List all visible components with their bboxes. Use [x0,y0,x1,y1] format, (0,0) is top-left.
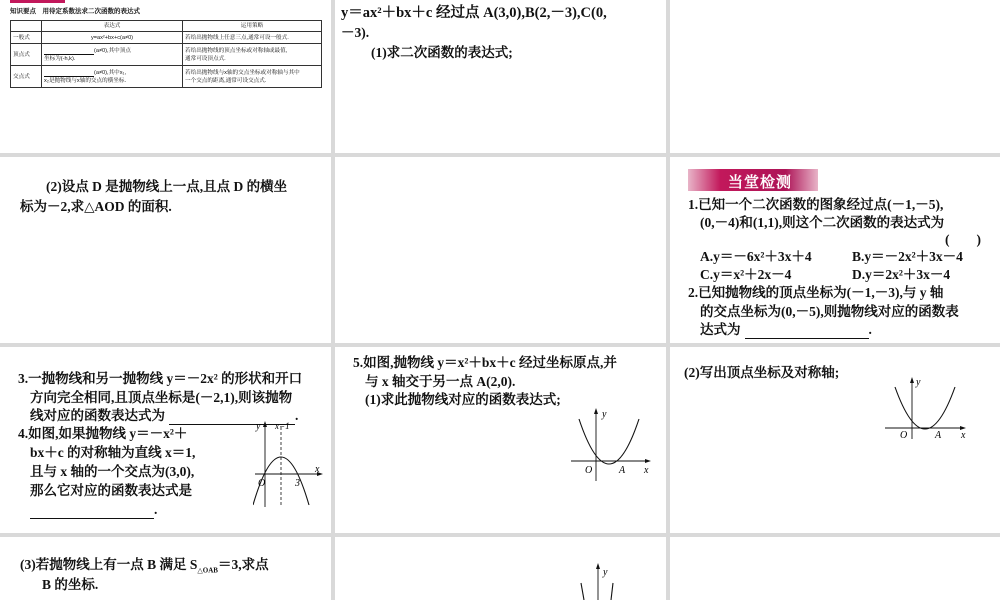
option-b[interactable]: B.y＝－2x²＋3x－4 [852,249,963,264]
question-4-line: 4.如图,如果抛物线 y＝－x²＋ [18,426,188,441]
panel-blank [335,157,666,343]
figure-upward-parabola [571,405,653,483]
question-5-line: 5.如图,抛物线 y＝x²＋bx＋c 经过坐标原点,并 [353,355,617,370]
symmetry-axis-label: x=1 [275,421,290,431]
question-1-line: (0,－4)和(1,1),则这个二次函数的表达式为 [700,215,945,230]
question-4-line: 那么它对应的函数表达式是 [30,483,192,498]
question-part-3-line: B 的坐标. [42,577,99,592]
origin-label: O [585,465,593,476]
answer-paren: ( ) [945,232,981,247]
answer-blank[interactable] [745,338,869,339]
question-3-line: 3.一抛物线和另一抛物线 y＝－2x² 的形状和开口 [18,371,303,386]
axis-x-label: x [961,430,966,441]
origin-label: O [258,478,266,489]
panel-question-part-2 [0,157,331,343]
option-c[interactable]: C.y＝x²＋2x－4 [700,267,792,282]
axis-x-label: x [315,464,320,475]
table-row-name: 顶点式 [11,44,42,66]
table-header-expr: 表达式 [42,21,183,32]
table-cell-expr: (a≠0),其中x₁, x₂是抛物线与x轴的交点的横坐标. [42,66,183,88]
question-4-answer: . [30,500,157,519]
table-row-name: 交点式 [11,66,42,88]
question-5-line: 与 x 轴交于另一点 A(2,0). [365,374,516,389]
axis-y-label: y [256,421,261,432]
panel-blank [670,0,1000,153]
axis-x-label: x [644,465,649,476]
table-cell-strategy: 若给出抛物线与x轴的交点坐标或对称轴与其中 一个交点的距离,通常可设交点式. [183,66,322,88]
table-cell-strategy: 若给出抛物线的顶点坐标或对称轴或最值, 通常可设顶点式. [183,44,322,66]
panel-questions-3-4 [0,347,331,533]
table-cell-expr: (a≠0),其中顶点 坐标为(-h,k). [42,44,183,66]
panel-problem-continued [335,0,666,153]
answer-blank[interactable] [30,518,154,519]
header-strip [10,0,65,3]
question-4-line: 且与 x 轴的一个交点为(3,0), [30,464,195,479]
figure-downward-parabola [253,419,325,509]
question-2-line: 2.已知抛物线的顶点坐标为(－1,－3),与 y 轴 [688,285,944,300]
panel-question-5-part-2 [670,347,1000,533]
panel-class-test [670,157,1000,343]
problem-line: －3). [341,25,370,40]
question-3-line: 方向完全相同,且顶点坐标是(－2,1),则该抛物 [30,390,293,405]
table-cell-strategy: 若给出抛物线上任意三点,通常可设一般式. [183,32,322,44]
class-test-banner: 当堂检测 [688,169,818,191]
origin-label: O [900,430,908,441]
knowledge-table [10,20,322,88]
panel-figure-partial [335,537,666,600]
table-cell-expr: y=ax²+bx+c(a≠0) [42,32,183,44]
panel-question-5-part-3 [0,537,331,600]
table-row-name: 一般式 [11,32,42,44]
panel-question-5 [335,347,666,533]
question-part-2: (2)写出顶点坐标及对称轴; [684,365,840,380]
question-part-1: (1)求此抛物线对应的函数表达式; [365,392,561,407]
question-part-1: (1)求二次函数的表达式; [371,45,513,60]
question-2-line: 的交点坐标为(0,－5),则抛物线对应的函数表 [700,304,959,319]
question-line: (2)设点 D 是抛物线上一点,且点 D 的横坐 [46,179,288,194]
table-header-strategy: 运用策略 [183,21,322,32]
question-1-line: 1.已知一个二次函数的图象经过点(－1,－5), [688,197,944,212]
panel-knowledge-table [0,0,331,153]
point-3-label: 3 [295,478,300,489]
axis-y-label: y [916,377,921,388]
problem-line: y＝ax²＋bx＋c 经过点 A(3,0),B(2,－3),C(0, [341,5,607,21]
question-line: 标为－2,求△AOD 的面积. [20,199,172,214]
figure-parabola-partial [575,561,615,600]
question-part-3-line: (3)若抛物线上有一点 B 满足 $S_{\triangle OAB}=3$,求点 [20,557,269,575]
question-4-line: bx＋c 的对称轴为直线 x＝1, [30,445,196,460]
panel-blank [670,537,1000,600]
question-2-line: 达式为 . [700,322,872,337]
axis-y-label: y [603,567,608,578]
table-caption: 知识要点 用待定系数法求二次函数的表达式 [10,8,140,15]
option-d[interactable]: D.y＝2x²＋3x－4 [852,267,951,282]
figure-upward-parabola [885,375,970,441]
point-a-label: A [619,465,626,476]
point-a-label: A [935,430,942,441]
axis-y-label: y [602,409,607,420]
question-3-line: 线对应的函数表达式为 . [30,408,299,423]
option-a[interactable]: A.y＝－6x²＋3x＋4 [700,249,812,264]
